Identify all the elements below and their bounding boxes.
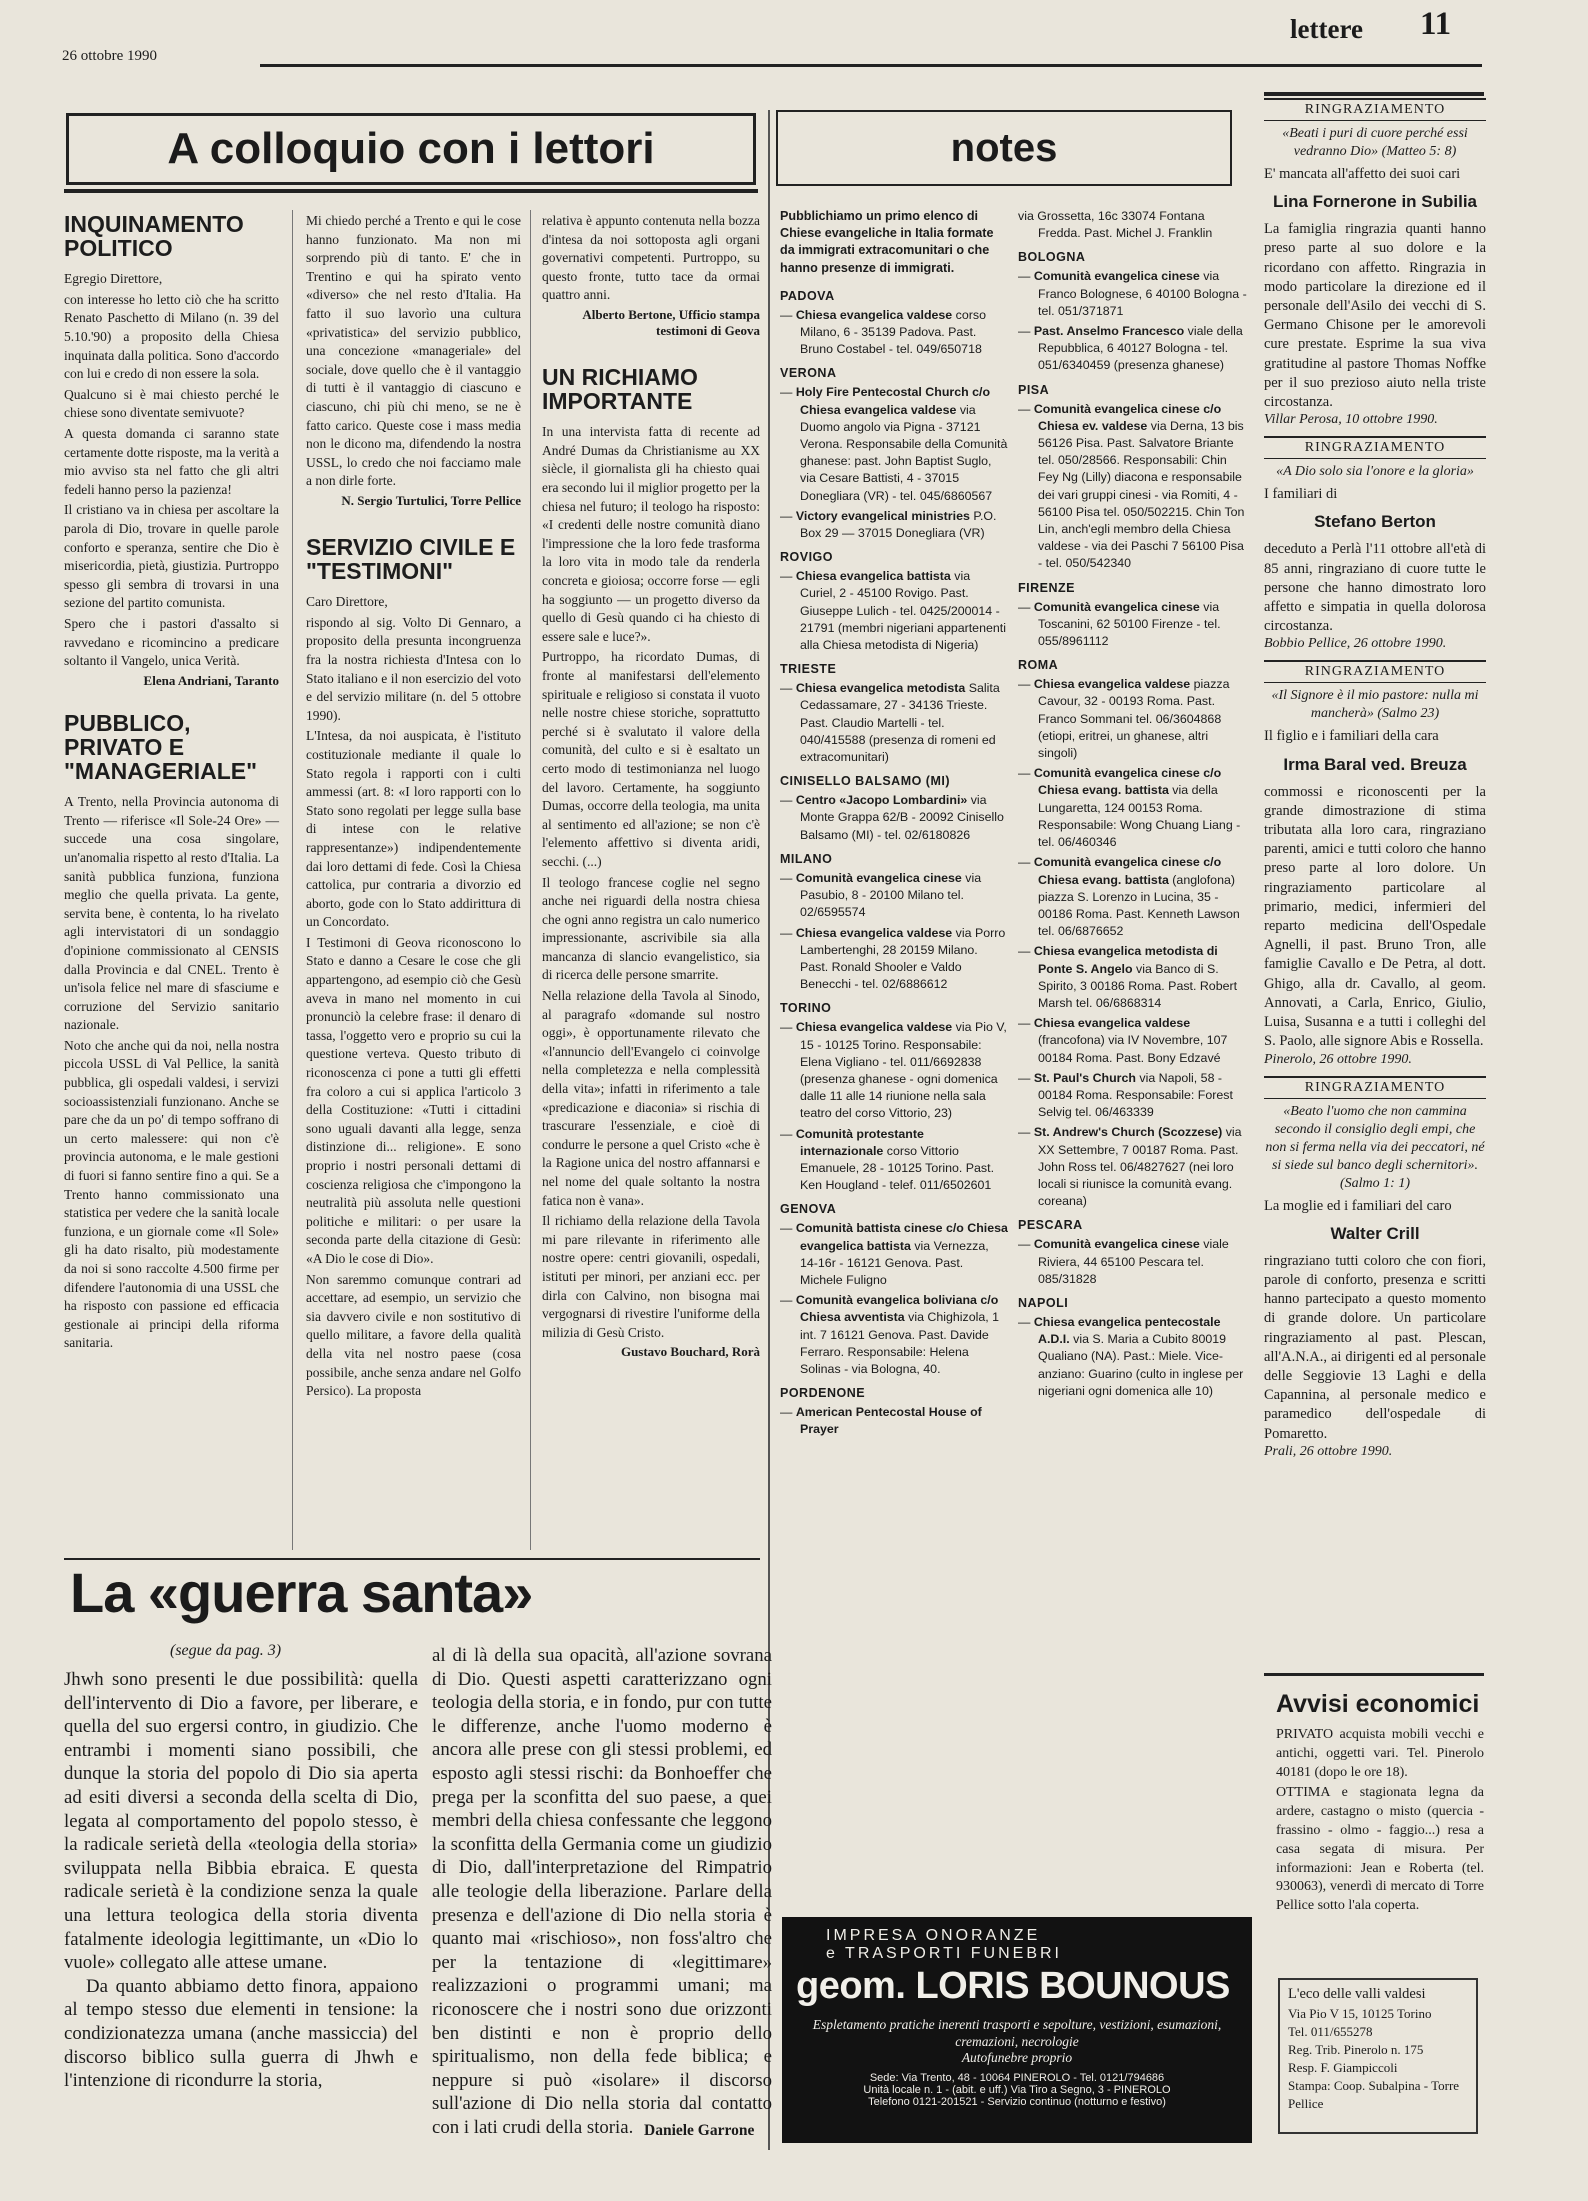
letter-paragraph: L'Intesa, da noi auspicata, è l'istituto costituzionale mediante il quale lo Stato regola i rapporti con i culti ammessi (art. 8: «I loro rapporti con lo Stato sono regolati per legge sulla base di intese con le relative rappresentanze») indipendentemente dai loro dettami di fede. Così la Chiesa cattolica, pur contraria a divorzio ed aborto, gode con lo Stato addirittura di un Concordato. (306, 728, 521, 930)
entry-text: via Monte Grappa 62/B - 20092 Cinisello Balsamo (MI) - tel. 02/6180826 (800, 793, 1004, 842)
notes-title-box (776, 110, 1232, 186)
notes-entry (780, 792, 1008, 844)
notes-intro: Pubblichiamo un primo elenco di Chiese evangeliche in Italia formate da immigrati extracomunitari o che hanno presenze di immigrati. (780, 209, 994, 275)
letter-paragraph: Nella relazione della Tavola al Sinodo, al paragrafo «domande sul nostro oggi», è opportunamente rilevato che «l'annuncio dell'Evangelo ci coinvolge nella completezza e nella complessità della vita»; infatti in riferimento a tale «predicazione e diaconia» si rischia di trascurare l'essenziale, e cioè di condurre le persone a quel Cristo «che è la Ragione unica del nostro affannarsi e nel nome del quale soltanto la nostra fatica non è vana». (542, 988, 760, 1208)
notes-entry (1018, 599, 1250, 651)
notice-quote: «Il Signore è il mio pastore: nulla mi mancherà» (Salmo 23) (1271, 688, 1479, 722)
entry-dash: — (780, 1221, 796, 1236)
entry-name: American Pentecostal House of Prayer (795, 1405, 982, 1437)
notes-entry (780, 508, 1008, 542)
entry-name: St. Paul's Church (1033, 1070, 1136, 1085)
entry-text: Salita Cedassamare, 27 - 34136 Trieste. Past. Claudio Martelli - tel. 040/415588 (presenza di romeni ed extracomunitari) (800, 681, 1000, 765)
eco-line: Stampa: Coop. Subalpina - Torre Pellice (1288, 2078, 1460, 2111)
entry-dash: — (780, 870, 796, 885)
notes-entry (780, 870, 1008, 922)
guerra-paragraph: al di là della sua opacità, all'azione sovrana di Dio. Questi aspetti caratterizzano ogni teologia della storia, e in fondo, pur con tutte le differenze, anche l'uomo moderno è ancora alle prese con gli stessi problemi, ed esposto agli stessi rischi: da Bonhoeffer che prega per la sconfitta del suo paese, a quei membri della chiesa confessante che leggono la sconfitta della Germania come un giudizio di Dio, dall'interpretazione del Rimpatrio alle teologie della liberazione. Parlare della presenza e dell'azione di Dio nella storia è quanto mai «rischioso», non foss'altro che per la tentazione di «legittimare» realizzazioni o programmi umani; ma riconoscere che i nostri sono due orizzonti ben distinti e non è proprio dello spiritualismo, non della fede biblica; e neppure si può «isolare» il discorso sull'azione di Dio nella storia dal contatto con i lati crudi della storia. (432, 1645, 772, 2138)
avviso-item: PRIVATO acquista mobili vecchi e antichi, oggetti vari. Tel. Pinerolo 40181 (dopo le ore 18). (1276, 1727, 1484, 1780)
entry-dash: — (1018, 766, 1034, 781)
letter-headline: PUBBLICO, PRIVATO E "MANAGERIALE" (64, 709, 258, 785)
notes-entry (1018, 1236, 1250, 1288)
ad-sede: Sede: Via Trento, 48 - 10064 PINEROLO - Tel. 0121/794686 (869, 2072, 1165, 2084)
notes-entry (780, 1292, 1008, 1378)
notice-name: Stefano Berton (1314, 512, 1436, 532)
letter-paragraph: Noto che anche qui da noi, nella nostra piccola USSL di Val Pellice, la sanità pubblica, gli ospedali valdesi, i servizi socioassistenziali funzionano. Anche se pare che da un po' di tempo soffrano di un certo malessere: qui non c'è provincia autonoma, e le male gestioni di fuori si fanno sentire fino a qui. Se a Trento hanno commissionato una statistica per vedere che la sanità locale funziona, e un giornale come «Il Sole» gli ha dato risalto, più modestamente da noi si sono raccolte 4.500 firme per difendere l'autonomia di una USSL che ha risposto con passione ed efficacia gestionale ai principi della riforma sanitaria. (64, 1037, 279, 1351)
ad-line-2: e TRASPORTI FUNEBRI (826, 1945, 1062, 1962)
letters-column-1 (64, 212, 279, 1552)
entry-name: Holy Fire Pentecostal Church c/o Chiesa evangelica valdese (795, 385, 991, 417)
letter-paragraph: Egregio Direttore, (64, 271, 163, 287)
guerra-signature: Daniele Garrone (644, 2122, 755, 2139)
notes-entry (1018, 1070, 1250, 1122)
funeral-ad (782, 1917, 1252, 2143)
notes-city-heading: ROVIGO (780, 550, 834, 565)
entry-name: Comunità evangelica cinese c/o Chiesa evang. battista (1033, 766, 1222, 798)
entry-text: via Vernezza, 14-16r - 16121 Genova. Past. Michele Fuligno (800, 1238, 989, 1287)
notice-heading: RINGRAZIAMENTO (1264, 1076, 1486, 1099)
notes-entry (780, 925, 1008, 994)
entry-name: Past. Anselmo Francesco (1033, 324, 1185, 339)
entry-name: Comunità evangelica cinese c/o Chiesa ev. valdese (1033, 401, 1222, 433)
letter-paragraph: Qualcuno si è mai chiesto perché le chiese sono diventate semivuote? (64, 386, 279, 421)
avvisi-rule (1264, 1673, 1484, 1676)
entry-dash: — (1018, 1314, 1034, 1329)
entry-name: Comunità evangelica boliviana c/o Chiesa avventista (795, 1293, 999, 1325)
notes-city-heading: CINISELLO BALSAMO (MI) (780, 774, 951, 789)
entry-text: corso Vittorio Emanuele, 28 - 10125 Torino. Past. Ken Hougland - telef. 011/6502601 (800, 1143, 995, 1193)
entry-text: via Porro Lambertenghi, 28 20159 Milano. Past. Ronald Shooler e Valdo Benecchi - tel. 02/6886612 (800, 925, 1006, 992)
entry-name: Comunità evangelica cinese (1033, 269, 1200, 284)
eco-line: Tel. 011/655278 (1288, 2024, 1373, 2039)
entry-dash: — (780, 1293, 796, 1308)
notes-entry (780, 384, 1008, 504)
notice-name: Walter Crill (1330, 1223, 1420, 1243)
letters-column-2 (306, 212, 521, 1552)
entry-name: Chiesa evangelica valdese (795, 1020, 953, 1035)
entry-name: Comunità evangelica cinese (1033, 599, 1200, 614)
notice-name: Irma Baral ved. Breuza (1283, 754, 1467, 774)
colloquio-title-underline (64, 189, 758, 193)
entry-text: via Toscanini, 62 50100 Firenze - tel. 055/8961112 (1038, 599, 1221, 649)
letter-paragraph: con interesse ho letto ciò che ha scritto Renato Paschetto di Milano (n. 39 del 5.10.'90) a proposito della Chiesa inquinata dalla politica. Sono d'accordo con lui e credo di non essere la sola. (64, 291, 279, 382)
notes-title: notes (950, 125, 1058, 170)
entry-name: Centro «Jacopo Lombardini» (795, 793, 968, 808)
guerra-title: La «guerra santa» (70, 1561, 533, 1624)
entry-dash: — (1018, 1237, 1034, 1252)
notice-heading: RINGRAZIAMENTO (1264, 436, 1486, 459)
entry-dash: — (1018, 1016, 1034, 1031)
entry-dash: — (1018, 944, 1034, 959)
letter-paragraph: Non saremmo comunque contrari ad accettare, ad esempio, un servizio che sia davvero civile e non sostitutivo di quello militare, a favore della qualità della vita nel nostro paese (cosa possibile, anche senza andare nel Golfo Persico). La proposta (306, 1271, 521, 1399)
eco-line: Resp. F. Giampiccoli (1288, 2060, 1398, 2075)
notes-entry (780, 1220, 1008, 1289)
eco-line: Reg. Trib. Pinerolo n. 175 (1288, 2042, 1424, 2057)
notice-quote: «A Dio solo sia l'onore e la gloria» (1276, 464, 1474, 480)
notes-list-1 (780, 289, 1008, 1439)
notes-entry (780, 1404, 1008, 1438)
letter-signature: Alberto Bertone, Ufficio stampa testimoni di Geova (582, 306, 760, 338)
letter-paragraph: Il teologo francese coglie nel segno anche nei riguardi della nostra chiesa che ogni anno registra un calo numerico impressionante, ascrivibile sia alla mancanza di slancio evangelistico, sia di ricerca delle persone smarrite. (542, 874, 760, 983)
notes-city-heading: BOLOGNA (1018, 250, 1086, 265)
ad-description: Espletamento pratiche inerenti trasporti e sepolture, vestizioni, esumazioni, cremazioni, necrologie (812, 2017, 1222, 2049)
entry-dash: — (1018, 855, 1034, 870)
entry-dash: — (780, 925, 796, 940)
letter-headline: INQUINAMENTO POLITICO (64, 211, 244, 262)
entry-dash: — (780, 508, 796, 523)
entry-dash: — (1018, 269, 1034, 284)
eco-title: L'eco delle valli valdesi (1288, 1986, 1426, 2002)
guerra-column-1 (64, 1668, 418, 2148)
notes-entry (1018, 1314, 1250, 1400)
notes-entry (780, 1126, 1008, 1195)
notes-entry (1018, 765, 1250, 851)
avvisi-title: Avvisi economici (1276, 1690, 1480, 1718)
notes-entry (1018, 1124, 1250, 1210)
avviso-item: OTTIMA e stagionata legna da ardere, castagno o misto (quercia - frassino - olmo - faggio...) resa a casa segata di misura. Per informazioni: Jean e Roberta (tel. 930063), venerdì di mercato di Torre Pellice sotto l'ala coperta. (1276, 1785, 1484, 1914)
entry-dash: — (1018, 1070, 1034, 1085)
notice-quote: «Beato l'uomo che non cammina secondo il consiglio degli empi, che non si ferma nella via dei peccatori, né si siede sul banco degli schernitori». (Salmo 1: 1) (1265, 1103, 1485, 1191)
entry-text: via XX Settembre, 7 00187 Roma. Past. John Ross tel. 06/4827627 (nei loro locali si riunisce la comunità evang. coreana) (1038, 1125, 1242, 1209)
entry-name: Chiesa evangelica valdese (795, 925, 953, 940)
notes-column-1 (780, 208, 1008, 1918)
column-rule (530, 210, 531, 1550)
entry-text: piazza Cavour, 32 - 00193 Roma. Past. Franco Sommani tel. 06/3604868 (etiopi, eritrei, un ghanese, altri singoli) (1038, 677, 1230, 761)
entry-dash: — (780, 307, 796, 322)
notice-quote: «Beati i puri di cuore perché essi vedranno Dio» (Matteo 5: 8) (1282, 126, 1468, 159)
entry-name: Chiesa evangelica battista (795, 569, 951, 584)
notes-column-2 (1018, 208, 1250, 1918)
notes-entry (1018, 676, 1250, 762)
letter-paragraph: A questa domanda ci saranno state certamente dotte risposte, ma la verità a mio avviso sta nel fatto che gli altri fedeli hanno perso la pazienza! (64, 426, 279, 497)
eco-box (1278, 1978, 1478, 2134)
notes-entry (1018, 854, 1250, 940)
entry-name: Comunità evangelica cinese (795, 870, 962, 885)
notes-city-heading: MILANO (780, 851, 833, 866)
entry-dash: — (780, 681, 796, 696)
ad-unita: Unità locale n. 1 - (abit. e uff.) Via Tiro a Segno, 3 - PINEROLO (863, 2084, 1171, 2096)
notice-name: Lina Fornerone in Subilia (1272, 192, 1478, 212)
guerra-segue: (segue da pag. 3) (170, 1642, 282, 1659)
entry-text: via Curiel, 2 - 45100 Rovigo. Past. Giuseppe Lulich - tel. 0425/200014 - 21791 (membri nigeriani appartenenti alla Chiesa metodista di Nigeria) (800, 569, 1006, 653)
colloquio-title: A colloquio con i lettori (167, 124, 655, 173)
entry-text: via Franco Bolognese, 6 40100 Bologna - tel. 051/371871 (1038, 269, 1247, 318)
notes-entry (1018, 1015, 1250, 1067)
entry-name: Comunità protestante internazionale (795, 1126, 924, 1158)
notice-text: La famiglia ringrazia quanti hanno preso parte al suo dolore e la ricordano con affetto. Ringrazia in modo particolare la direzione ed il personale dell'Asilo dei vecchi di S. Germano Chisone per le amorevoli cure prestate. Esprime la sua viva gratitudine al pastore Thomas Noffke per il suo prezioso aiuto nella triste circostanza. (1264, 221, 1486, 411)
letter-paragraph: rispondo al sig. Volto Di Gennaro, a proposito della presunta incongruenza fra la nostra richiesta d'Intesa con lo Stato italiano e il non esercizio del voto e del servizio militare (n. del 5 ottobre 1990). (306, 614, 521, 723)
ad-telefono: Telefono 0121-201521 - Servizio continuo (notturno e festivo) (868, 2096, 1166, 2108)
entry-dash: — (1018, 677, 1034, 692)
page-number: 11 (1420, 6, 1452, 42)
notes-city-heading: PISA (1018, 382, 1050, 397)
notes-entry (1018, 268, 1250, 320)
entry-text: corso Milano, 6 - 35139 Padova. Past. Bruno Costabel - tel. 049/650718 (800, 307, 986, 357)
ringraziamenti-column (1264, 98, 1486, 1663)
avvisi-list (1276, 1726, 1484, 1946)
letter-paragraph: I Testimoni di Geova riconoscono lo Stato e danno a Cesare le cose che gli appartengono, ad esempio ciò che Gesù aveva in mano nel momento in cui pronunciò la celebre frase: il denaro di tassa, l'oggetto vero e proprio su cui la questione verteva. Questo tributo di riconoscenza ci pone a tutti gli effetti fra coloro a cui si applica l'articolo 3 della Costituzione: «Tutti i cittadini sono uguali davanti alla legge, senza distinzione di... religione». E sono proprio i nostri personali dettami di coscienza religiosa che c'impongono la neutralità più assoluta nelle questioni politiche e militari: o per usare la seconda parte della citazione di Gesù: «A Dio le cose di Dio». (306, 934, 521, 1266)
notes-entry (780, 680, 1008, 766)
entry-text: via S. Maria a Cubito 80019 Qualiano (NA). Past.: Miele. Vice-anziano: Guarino (culto in inglese per nigeriani ogni domenica alle 10) (1038, 1332, 1244, 1398)
entry-name: Chiesa evangelica pentecostale A.D.I. (1033, 1314, 1221, 1347)
entry-dash: — (780, 1126, 796, 1141)
ad-autofunebre: Autofunebre proprio (961, 2050, 1073, 2065)
header-rule (260, 64, 1482, 67)
ad-name: geom. LORIS BOUNOUS (796, 1965, 1230, 2007)
entry-name: Chiesa evangelica valdese (1033, 677, 1191, 692)
notice-text: ringraziano tutti coloro che con fiori, parole di conforto, presenza e scritti hanno partecipato a questo momento di grande dolore. Un particolare ringraziamento al past. Plescan, all'A.N.A., ai dirigenti ed al personale delle Seggiovie 13 Laghi e della Capannina, al personale medico e paramedico dell'ospedale di Pomaretto. (1264, 1252, 1486, 1442)
entry-name: Comunità evangelica cinese (1033, 1237, 1200, 1252)
notice-pre: Il figlio e i familiari della cara (1264, 728, 1439, 745)
entry-text: viale Riviera, 44 65100 Pescara tel. 085/31828 (1038, 1237, 1229, 1286)
letter-headline: SERVIZIO CIVILE E "TESTIMONI" (306, 533, 516, 585)
entry-dash: — (780, 385, 796, 400)
notice-pre: I familiari di (1264, 486, 1338, 503)
notes-entry (1018, 208, 1250, 242)
letter-signature: N. Sergio Turtulici, Torre Pellice (341, 492, 521, 508)
notes-city-heading: PESCARA (1018, 1218, 1083, 1233)
entry-text: viale della Repubblica, 6 40127 Bologna - tel. 051/6340459 (presenza ghanese) (1038, 324, 1243, 373)
entry-text: via Grossetta, 16c 33074 Fontana Fredda. Past. Michel J. Franklin (1018, 209, 1213, 241)
letter-paragraph: Spero che i pastori d'assalto si ravvedano e ricomincino a predicare soltanto il Vangelo, unica Verità. (64, 615, 279, 669)
notice-heading: RINGRAZIAMENTO (1264, 98, 1486, 121)
notice-place: Pinerolo, 26 ottobre 1990. (1264, 1051, 1412, 1067)
entry-text: via Pasubio, 8 - 20100 Milano tel. 02/6595574 (800, 870, 982, 920)
entry-text: (anglofona) piazza S. Lorenzo in Lucina, 35 - 00186 Roma. Past. Kenneth Lawson tel. 06/6876652 (1038, 872, 1240, 939)
letter-headline: UN RICHIAMO IMPORTANTE (542, 363, 698, 415)
guerra-paragraph: Jhwh sono presenti le due possibilità: quella dell'intervento di Dio a favore, per liberare, e quella del suo ergersi contro, in giudizio. Che entrambi i momenti siano possibili, che dunque la storia del popolo di Dio sia aperta ad esiti diversi a seconda della scelta di Dio, legata al comportamento del popolo stesso, è la radicale serietà della «teologia della storia» sviluppata nella Bibbia ebraica. E questa radicale serietà è la condizione senza la quale una lettura teologica della storia diventa fatalmente ideologia legittimante, un «Dio lo vuole» collegato alle attese umane. (64, 1669, 418, 1974)
notice-text: deceduto a Perlà l'11 ottobre all'età di 85 anni, ringraziano di cuore tutte le persone che hanno dimostrato loro affetto e simpatia in quella dolorosa circostanza. (1264, 541, 1486, 635)
notes-city-heading: NAPOLI (1018, 1295, 1069, 1310)
entry-dash: — (780, 793, 796, 808)
notice-place: Villar Perosa, 10 ottobre 1990. (1264, 412, 1438, 428)
notes-city-heading: PORDENONE (780, 1386, 866, 1401)
entry-text: via Chighizola, 1 int. 7 16121 Genova. Past. Davide Ferraro. Responsabile: Helena Solinas - via Bologna, 40. (800, 1310, 1000, 1376)
column-rule (292, 210, 293, 1550)
notes-entry (1018, 943, 1250, 1012)
notes-list-2 (1018, 208, 1250, 1400)
notice-heading: RINGRAZIAMENTO (1264, 660, 1486, 683)
notes-city-heading: FIRENZE (1018, 580, 1075, 595)
letter-paragraph: A Trento, nella Provincia autonoma di Trento — riferisce «Il Sole-24 Ore» — succede una cosa singolare, un'anomalia rispetto al resto d'Italia. La sanità pubblica funziona, funziona meglio che quella privata. La gente, servita bene, è contenta, lo ha rivelato agli intervistatori di un sondaggio d'opinione commissionato al CENSIS dalla Provincia e dal CNEL. Trento è un'isola felice nel mare di sfasciume e corruzione del Servizio sanitario nazionale. (64, 794, 279, 1033)
guerra-paragraph: Da quanto abbiamo detto finora, appaiono al tempo stesso due elementi in tensione: la condizionatezza umana (anche massiccia) del discorso biblico sulla guerra di Jhwh e l'intenzione di ricondurre la storia, (64, 1975, 418, 2092)
entry-text: (francofona) via IV Novembre, 107 00184 Roma. Past. Bony Edzavé (1038, 1033, 1228, 1065)
notes-entry (780, 307, 1008, 359)
entry-dash: — (1018, 324, 1034, 339)
notice-text: commossi e riconoscenti per la grande dimostrazione di stima tributata alla loro cara, ringraziano parenti, amici e tutti coloro che hanno preso parte al loro dolore. Un ringraziamento particolare al primario, medici, infermieri del reparto medicina dell'Ospedale Agnelli, il past. Bruno Tron, alle famiglie Cavallo e De Petra, al dott. Ghigo, alla dr. Cavallo, al geom. Annovati, a Carla, Enrico, Giulio, Luisa, Susanna e a tutti i colleghi del S. Paolo, alle signore Abis e Rossella. (1264, 783, 1486, 1050)
notice-pre: E' mancata all'affetto dei suoi cari (1264, 166, 1461, 182)
letter-paragraph: In una intervista fatta di recente ad André Dumas da Christianisme au XX siècle, il giornalista gli ha chiesto quai era secondo lui il miglior progetto per la chiesa nel futuro; il teologo ha risposto: «I credenti delle nostre comunità diano l'impressione che la loro fede trasforma la loro vita in modo tale da renderla concreta e gioiosa; occorre forse — egli ha soggiunto — un progetto diverso da quello di Gesù quando ci ha chiesto di essere sale e luce?». (542, 424, 760, 644)
entry-dash: — (780, 569, 796, 584)
entry-name: Chiesa evangelica valdese (1033, 1016, 1191, 1031)
entry-text: via Napoli, 58 - 00184 Roma. Responsabile: Forest Selvig tel. 06/463339 (1038, 1070, 1233, 1120)
right-top-rule (1264, 92, 1484, 96)
entry-name: Victory evangelical ministries (795, 508, 970, 523)
letter-paragraph: Caro Direttore, (306, 594, 388, 610)
entry-dash: — (1018, 599, 1034, 614)
letter-paragraph: Mi chiedo perché a Trento e qui le cose hanno funzionato. Ma non mi sorprendo più di tanto. E' che in Trentino e qui ha spirato vento «diverso» che nel resto d'Italia. Ha fatto il suo lavorìo una cultura «privatistica» del servizio pubblico, una concezione «manageriale» del sociale, dove quello che è il vantaggio di tutti è il vantaggio di ciascuno e ciascuno, chi più chi meno, se ne è fatto carico. Queste cose i mass media non le dicono ma, difendendo la nostra USSL, lo credo che noi facciamo male a non dirle forte. (306, 213, 521, 489)
entry-dash: — (780, 1020, 796, 1035)
entry-name: Comunità battista cinese c/o Chiesa evangelica battista (795, 1221, 1008, 1253)
entry-text: P.O. Box 29 — 37015 Donegliara (VR) (800, 508, 997, 541)
notes-entry (780, 568, 1008, 654)
letter-paragraph: Il cristiano va in chiesa per ascoltare la parola di Dio, trovare in quelle parole conforto e speranza, sentire che Dio è misericordia, pietà, giustizia. Purtroppo spesso gli sembra di trovarsi in una sezione del partito comunista. (64, 502, 279, 611)
letter-signature: Gustavo Bouchard, Rorà (620, 1344, 760, 1360)
ad-line-1: IMPRESA ONORANZE (826, 1927, 1041, 1944)
notes-city-heading: VERONA (780, 366, 837, 381)
entry-dash: — (1018, 401, 1034, 416)
notice-place: Bobbio Pellice, 26 ottobre 1990. (1264, 636, 1447, 652)
notes-city-heading: TRIESTE (780, 662, 837, 677)
notes-city-heading: TORINO (780, 1001, 832, 1016)
entry-dash: — (780, 1405, 796, 1420)
colloquio-title-box (66, 113, 756, 185)
entry-text: via Derna, 13 bis 56126 Pisa. Past. Salvatore Briante tel. 050/28566. Responsabili: Chin Fey Ng (Lilly) diacona e responsabile dei vari gruppi cinesi - via Romiti, 4 - 56100 Pisa tel. 050/502215. Chin Ton Lin, anch'egli membro della Chiesa valdese - via dei Paschi 7 56100 Pisa - tel. 050/542340 (1038, 418, 1245, 571)
entry-dash: — (1018, 1125, 1034, 1140)
section-name: lettere (1290, 14, 1363, 44)
ringraziamenti-list (1264, 98, 1486, 1460)
entry-text: via Banco di S. Spirito, 3 00186 Roma. Past. Robert Marsh tel. 06/6868314 (1038, 961, 1238, 1010)
issue-date: 26 ottobre 1990 (62, 48, 157, 64)
notes-entry (1018, 401, 1250, 573)
notes-entry (780, 1019, 1008, 1122)
letters-column-3 (542, 212, 760, 1552)
entry-name: Chiesa evangelica metodista di Ponte S. Angelo (1033, 944, 1218, 976)
letter-signature: Elena Andriani, Taranto (143, 672, 279, 688)
entry-name: Comunità evangelica cinese c/o Chiesa evang. battista (1033, 855, 1222, 887)
notes-entry (1018, 323, 1250, 375)
notes-city-heading: GENOVA (780, 1202, 837, 1217)
letter-paragraph: Purtroppo, ha ricordato Dumas, di fronte al manifestarsi dell'elemento spirituale e religioso si constata il vuoto nelle nostre chiese storiche, soprattutto perché si è svalutato il valore della comunità, del culto e si è esaltato un certo modo di testimonianza nel luogo del lavoro. Certamente, ha soggiunto Dumas, occorre della teologia, ma unita al sentimento ed all'azione; se non c'è l'elemento affettivo si diventa aridi, secchi. (...) (542, 649, 760, 869)
letter-paragraph: relativa è appunto contenuta nella bozza d'intesa da noi sottoposta agli organi governativi competenti. Purtroppo, su questo fronte, tutto tace da ormai quattro anni. (542, 213, 760, 303)
letter-paragraph: Il richiamo della relazione della Tavola mi pare rilevante in riferimento alle nostre opere: centri giovanili, ospedali, istituti per minori, per anziani ecc. per dirla con Calvino, non bisogna mai vergognarsi di rivestire l'uniforme della milizia di Gesù Cristo. (542, 1213, 760, 1340)
entry-name: Chiesa evangelica metodista (795, 681, 966, 696)
entry-name: St. Andrew's Church (Scozzese) (1033, 1125, 1223, 1140)
notice-place: Prali, 26 ottobre 1990. (1264, 1443, 1393, 1459)
entry-name: Chiesa evangelica valdese (795, 307, 953, 322)
entry-text: via Duomo angolo via Pigna - 37121 Verona. Responsabile della Comunità ghanese: past. John Baptist Suglo, via Cesare Battisti, 4 - 37015 Donegliara (VR) - tel. 045/6860567 (800, 402, 1008, 503)
notice-pre: La moglie ed i familiari del caro (1264, 1197, 1452, 1214)
notes-city-heading: ROMA (1018, 658, 1059, 673)
notes-city-heading: PADOVA (780, 288, 835, 303)
eco-line: Via Pio V 15, 10125 Torino (1288, 2006, 1432, 2021)
entry-text: via Pio V, 15 - 10125 Torino. Responsabile: Elena Vigliano - tel. 011/6692838 (presenza ghanese - ogni domenica dalle 11 alle 14 riunione nella sala teatro del corso Vittorio, 23) (800, 1020, 1007, 1121)
entry-text: via della Lungaretta, 124 00153 Roma. Responsabile: Wong Chuang Liang - tel. 06/460346 (1038, 783, 1241, 850)
